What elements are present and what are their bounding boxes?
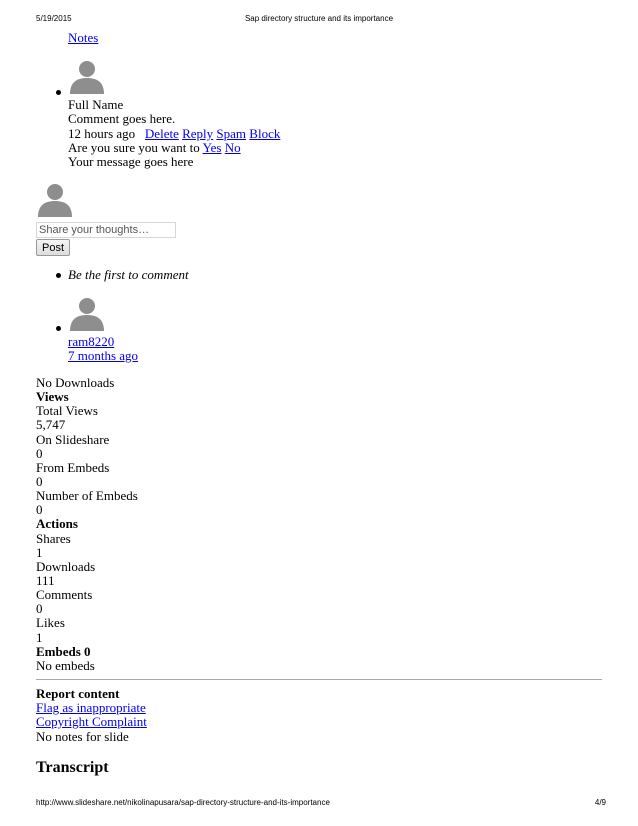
downloads-label: Downloads (36, 558, 96, 574)
from-embeds-label: From Embeds (36, 459, 110, 475)
uploader-time-link[interactable]: 7 months ago (68, 348, 139, 363)
print-header (0, 14, 638, 26)
number-of-embeds-value: 0 (36, 502, 43, 518)
comments-value: 0 (36, 601, 43, 617)
comment-meta (68, 127, 280, 141)
from-embeds-value: 0 (36, 473, 43, 489)
reply-link[interactable]: Reply (182, 126, 214, 141)
print-url: http://www.slideshare.net/nikolinapusara/sap-directory-structure-and-its-importance (36, 798, 330, 807)
likes-value: 1 (36, 629, 43, 645)
list-bullet (56, 326, 61, 331)
confirm-yes-link[interactable]: Yes (202, 140, 222, 155)
print-date: 5/19/2015 (36, 14, 72, 23)
on-slideshare-label: On Slideshare (36, 431, 110, 447)
notes-link[interactable]: Notes (68, 30, 99, 45)
embeds-heading: Embeds 0 (36, 643, 91, 659)
confirm-no-link[interactable]: No (224, 140, 241, 155)
actions-heading: Actions (36, 516, 78, 532)
comments-label: Comments (36, 587, 93, 603)
spam-link[interactable]: Spam (216, 126, 247, 141)
likes-label: Likes (36, 615, 65, 631)
views-heading: Views (36, 389, 69, 405)
user-avatar-icon (37, 181, 73, 217)
post-button[interactable]: Post (36, 239, 70, 256)
no-downloads-text: No Downloads (36, 375, 115, 390)
no-embeds-text: No embeds (36, 657, 95, 673)
copyright-complaint-link[interactable]: Copyright Complaint (36, 714, 147, 729)
user-avatar-icon (69, 58, 105, 94)
print-page-number: 4/9 (594, 798, 606, 807)
comment-time: 12 hours ago (68, 126, 136, 141)
transcript-heading: Transcript (36, 759, 109, 776)
message-placeholder: Your message goes here (68, 154, 194, 169)
no-notes-text: No notes for slide (36, 729, 129, 744)
on-slideshare-value: 0 (36, 445, 43, 461)
comment-author-name: Full Name (68, 97, 124, 112)
section-divider (36, 679, 602, 680)
list-bullet (56, 273, 61, 278)
print-footer (0, 798, 638, 810)
stats-panel (36, 376, 138, 673)
shares-value: 1 (36, 544, 43, 560)
total-views-label: Total Views (36, 403, 98, 419)
delete-link[interactable]: Delete (144, 126, 179, 141)
list-bullet (56, 90, 61, 95)
uploader-username-link[interactable]: ram8220 (68, 334, 115, 349)
flag-inappropriate-link[interactable]: Flag as inappropriate (36, 700, 146, 715)
number-of-embeds-label: Number of Embeds (36, 488, 138, 504)
report-content-heading: Report content (36, 686, 120, 701)
block-link[interactable]: Block (249, 126, 281, 141)
delete-confirm (68, 141, 241, 155)
comment-input[interactable] (36, 222, 176, 238)
print-title: Sap directory structure and its importance (244, 14, 394, 23)
first-comment-prompt: Be the first to comment (68, 267, 189, 282)
confirm-text: Are you sure you want to (68, 140, 200, 155)
shares-label: Shares (36, 530, 71, 546)
user-avatar-icon (69, 295, 105, 331)
total-views-value: 5,747 (36, 417, 66, 433)
downloads-value: 111 (36, 572, 55, 588)
comment-text: Comment goes here. (68, 111, 176, 126)
